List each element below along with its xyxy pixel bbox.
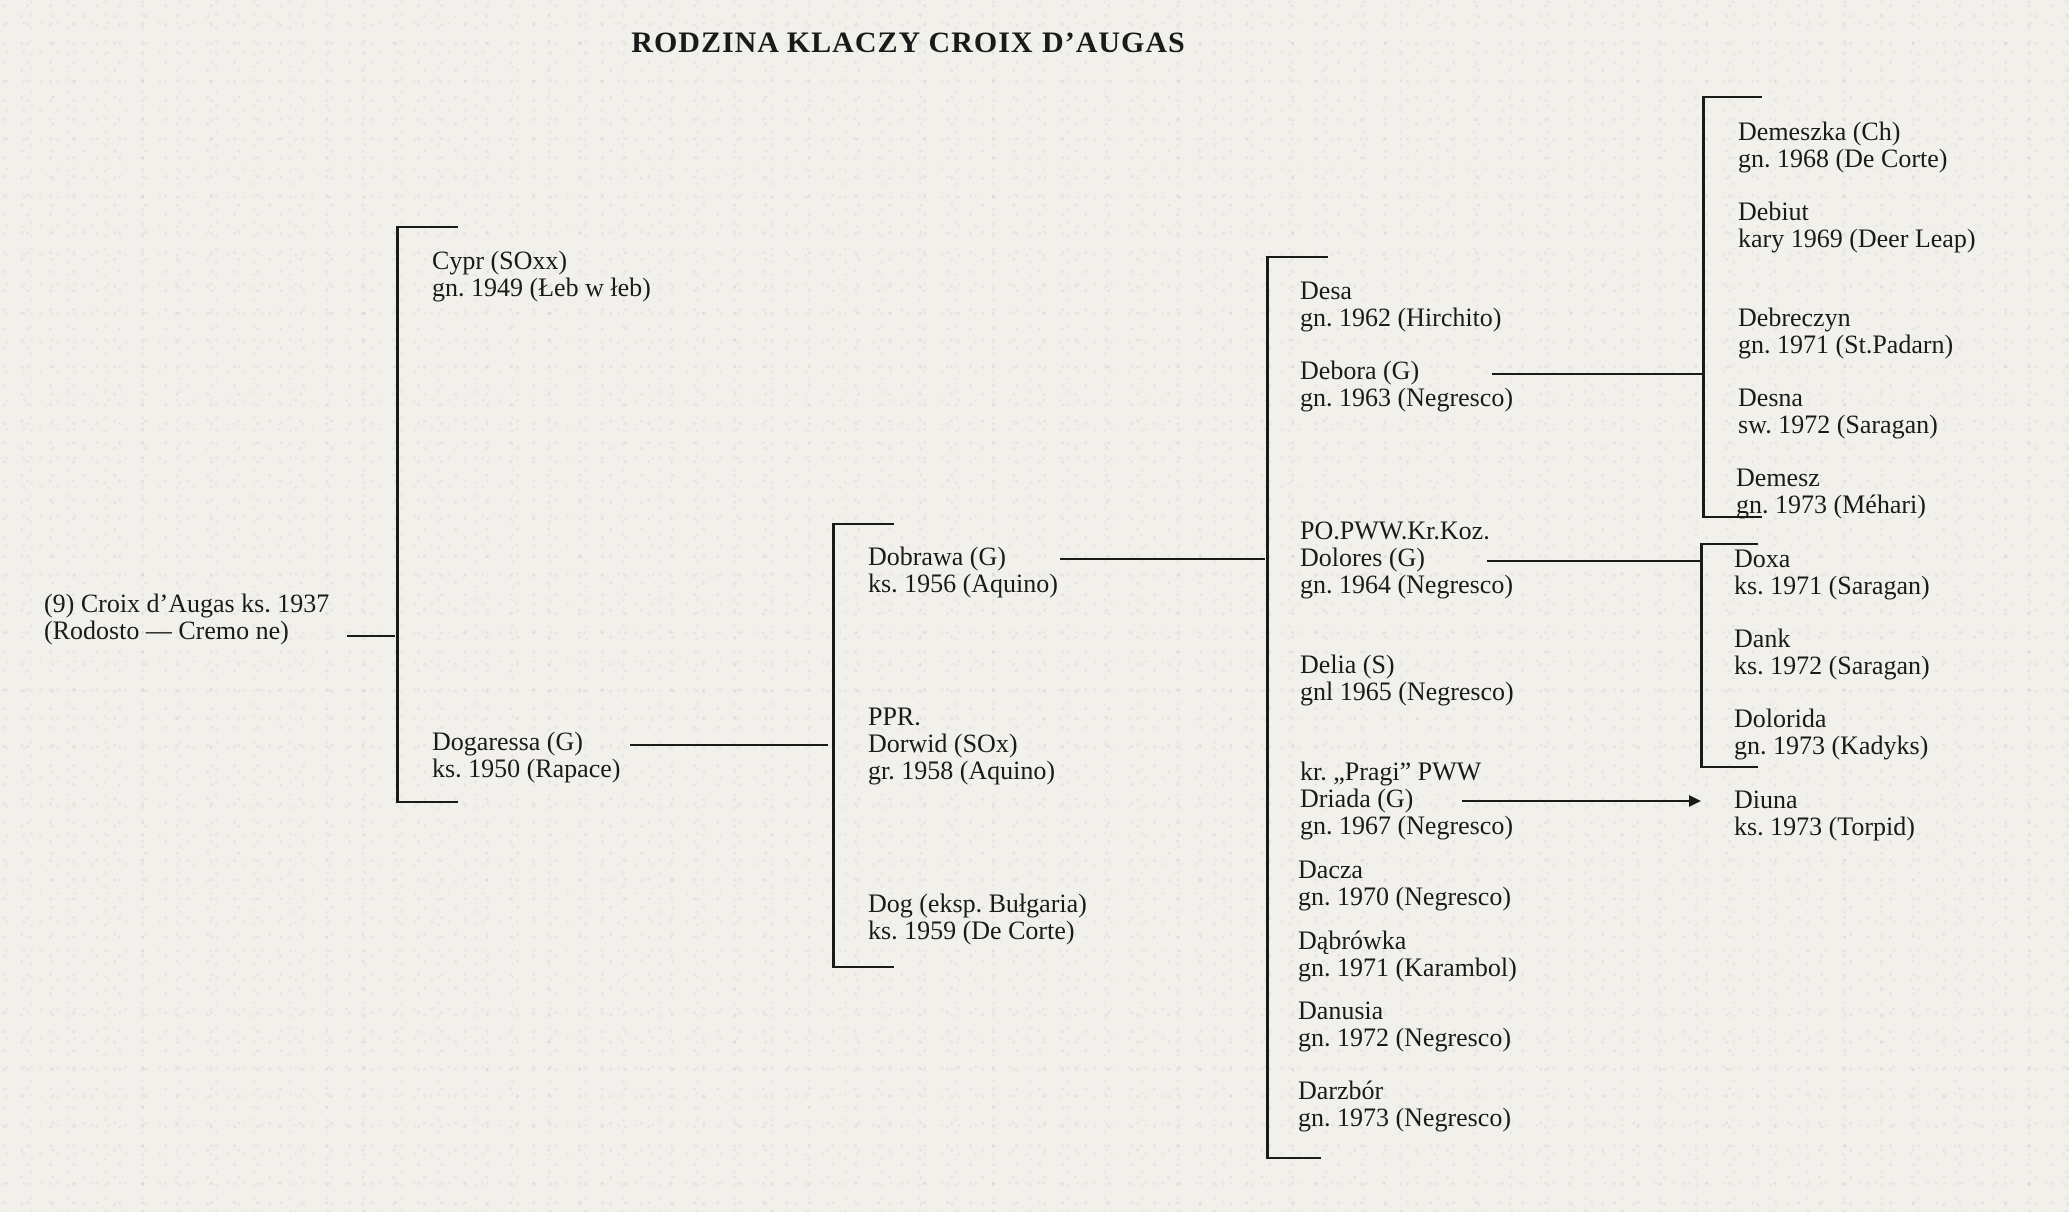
gen4-entry-demeszka: [1738, 118, 1947, 172]
horse-details: kary 1969 (Deer Leap): [1738, 224, 1976, 253]
bracket-line: [1266, 256, 1269, 1159]
horse-name: Debiut: [1738, 197, 1809, 226]
gen4-entry-demesz: [1736, 464, 1926, 518]
connector-line: [347, 635, 395, 637]
horse-name: Dobrawa (G): [868, 542, 1006, 571]
gen3-entry-dabrowka: [1298, 927, 1517, 981]
horse-name: Dolorida: [1734, 704, 1827, 733]
horse-name: Dogaressa (G): [432, 727, 583, 756]
gen2-entry-dobrawa: [868, 543, 1058, 597]
gen2-entry-dog: [868, 890, 1087, 944]
horse-name: Darzbór: [1298, 1076, 1384, 1105]
gen4-entry-debreczyn: [1738, 304, 1953, 358]
horse-name: Doxa: [1734, 544, 1791, 573]
horse-name: Delia (S): [1300, 650, 1395, 679]
gen3-entry-darzbor: [1298, 1077, 1511, 1131]
connector-line: [1492, 373, 1702, 375]
bracket-cap: [396, 226, 458, 228]
horse-name: Dacza: [1298, 855, 1363, 884]
connector-line: [1487, 560, 1702, 562]
founder-entry: [44, 590, 329, 644]
gen3-entry-dacza: [1298, 856, 1511, 910]
gen2-entry-dorwid: [868, 703, 1055, 784]
connector-line: [630, 744, 828, 746]
bracket-cap: [1266, 256, 1328, 258]
horse-name: Dog (eksp. Bułgaria): [868, 889, 1087, 918]
horse-name: Cypr (SOxx): [432, 246, 568, 275]
horse-name: Demeszka (Ch): [1738, 117, 1901, 146]
horse-name: Desa: [1300, 276, 1352, 305]
bracket-line: [832, 523, 835, 967]
horse-details: ks. 1956 (Aquino): [868, 569, 1058, 598]
gen4-entry-debiut: [1738, 198, 1976, 252]
bracket-line: [1702, 96, 1705, 517]
horse-name: Desna: [1738, 383, 1803, 412]
horse-title: PPR.: [868, 702, 921, 731]
gen3-entry-debora: [1300, 357, 1513, 411]
horse-details: gn. 1964 (Negresco): [1300, 570, 1513, 599]
gen4-entry-desna: [1738, 384, 1938, 438]
page-title: RODZINA KLACZY CROIX D’AUGAS: [631, 26, 1186, 59]
gen4-entry-dolorida: [1734, 705, 1928, 759]
connector-line: [1060, 558, 1265, 560]
horse-details: ks. 1972 (Saragan): [1734, 651, 1930, 680]
horse-name: Dank: [1734, 624, 1791, 653]
bracket-cap: [396, 801, 458, 803]
horse-name: Debreczyn: [1738, 303, 1851, 332]
bracket-line: [1700, 543, 1703, 767]
gen4-entry-doxa: [1734, 545, 1930, 599]
horse-title: kr. „Pragi” PWW: [1300, 757, 1482, 786]
bracket-cap: [1702, 96, 1762, 98]
bracket-cap: [832, 966, 894, 968]
gen3-entry-dolores: [1300, 517, 1513, 598]
horse-details: gn. 1949 (Łeb w łeb): [432, 273, 651, 302]
horse-name: Danusia: [1298, 996, 1384, 1025]
gen4-entry-dank: [1734, 625, 1930, 679]
horse-details: ks. 1959 (De Corte): [868, 916, 1075, 945]
gen1-entry-dogaressa: [432, 728, 620, 782]
founder-parents: (Rodosto — Cremo ne): [44, 616, 289, 645]
horse-details: gn. 1967 (Negresco): [1300, 811, 1513, 840]
founder-name: (9) Croix d’Augas ks. 1937: [44, 589, 330, 618]
horse-name: Debora (G): [1300, 356, 1420, 385]
horse-details: gn. 1962 (Hirchito): [1300, 303, 1502, 332]
gen3-entry-danusia: [1298, 997, 1511, 1051]
horse-name: Dolores (G): [1300, 543, 1425, 572]
connector-arrow-line: [1462, 800, 1690, 802]
horse-details: gn. 1968 (De Corte): [1738, 144, 1948, 173]
horse-details: gn. 1971 (Karambol): [1298, 953, 1517, 982]
horse-details: ks. 1950 (Rapace): [432, 754, 621, 783]
bracket-cap: [1266, 1157, 1321, 1159]
horse-details: gn. 1971 (St.Padarn): [1738, 330, 1954, 359]
horse-details: gn. 1973 (Méhari): [1736, 490, 1926, 519]
horse-name: Driada (G): [1300, 784, 1414, 813]
horse-details: gn. 1970 (Negresco): [1298, 882, 1511, 911]
horse-title: PO.PWW.Kr.Koz.: [1300, 516, 1490, 545]
horse-details: gn. 1973 (Kadyks): [1734, 731, 1929, 760]
horse-details: gr. 1958 (Aquino): [868, 756, 1056, 785]
arrow-right-icon: [1689, 795, 1701, 807]
horse-name: Dorwid (SOx): [868, 729, 1018, 758]
horse-details: ks. 1971 (Saragan): [1734, 571, 1930, 600]
horse-name: Demesz: [1736, 463, 1820, 492]
horse-details: gn. 1963 (Negresco): [1300, 383, 1513, 412]
gen4-entry-diuna: [1734, 786, 1915, 840]
bracket-cap: [1700, 766, 1758, 768]
horse-details: gn. 1972 (Negresco): [1298, 1023, 1511, 1052]
bracket-line: [396, 226, 399, 802]
gen1-entry-cypr: [432, 247, 651, 301]
gen3-entry-driada: [1300, 758, 1513, 839]
gen3-entry-delia: [1300, 651, 1514, 705]
horse-name: Diuna: [1734, 785, 1798, 814]
horse-details: gnl 1965 (Negresco): [1300, 677, 1514, 706]
horse-details: ks. 1973 (Torpid): [1734, 812, 1915, 841]
gen3-entry-desa: [1300, 277, 1501, 331]
horse-details: sw. 1972 (Saragan): [1738, 410, 1938, 439]
horse-details: gn. 1973 (Negresco): [1298, 1103, 1511, 1132]
bracket-cap: [832, 523, 894, 525]
horse-name: Dąbrówka: [1298, 926, 1407, 955]
